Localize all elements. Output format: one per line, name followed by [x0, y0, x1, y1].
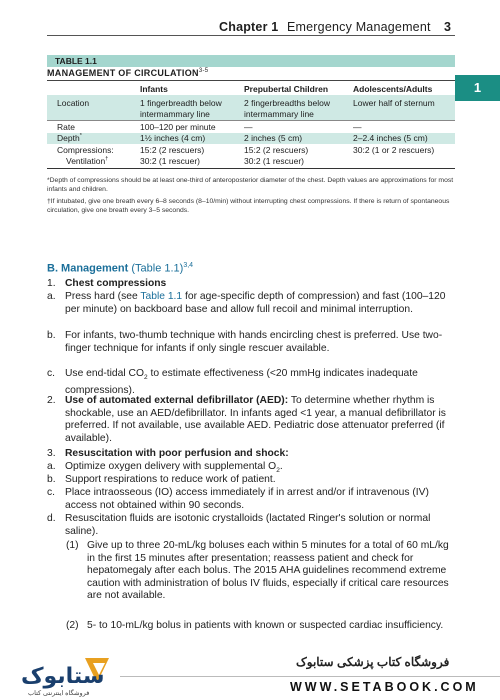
row-label: Depth* [57, 133, 82, 143]
table-cell: — [353, 122, 362, 132]
table-label: TABLE 1.1 [47, 55, 455, 67]
svg-text:ستابوک: ستابوک [21, 664, 105, 689]
table-cell: 15:2 (2 rescuers) [244, 145, 309, 155]
logo-subtitle: فروشگاه اینترنتی کتاب [28, 690, 90, 697]
shop-name: فروشگاه کتاب پزشکی ستابوک [296, 655, 450, 669]
section-heading: B. Management (Table 1.1)$^{3,4}$ [47, 262, 194, 275]
chapter-number: Chapter 1 [219, 20, 279, 34]
table-cell: 1 fingerbreadth below intermammary line [140, 98, 222, 119]
table-title: MANAGEMENT OF CIRCULATION$^{3-5}$ [47, 68, 209, 78]
table-cell: Lower half of sternum [353, 98, 435, 108]
table-cell: 30:2 (1 rescuer) [244, 156, 304, 166]
col-header-adults: Adolescents/Adults [353, 84, 433, 94]
table-cell: 30:2 (1 rescuer) [140, 156, 200, 166]
footnote-depth: *Depth of compressions should be at least one-third of anteroposterior diameter of the chest. Depth values are approximations for most infants and children. [47, 177, 454, 193]
table-bottom-rule [47, 168, 455, 169]
row-label: Compressions: [57, 145, 114, 155]
table-title-rule [47, 80, 455, 81]
website-url[interactable]: WWW.SETABOOK.COM [290, 680, 479, 694]
table-cell: 30:2 (1 or 2 rescuers) [353, 145, 435, 155]
table-link[interactable]: Table 1.1 [140, 291, 183, 302]
table-cell: 2–2.4 inches (5 cm) [353, 133, 428, 143]
row-label: Ventilation† [66, 156, 109, 166]
footnote-ventilation: †If intubated, give one breath every 6–8 seconds (8–10/min) without interrupting chest compressions. If there is return of spontaneous circulation, give one breath every 3–5 seconds. [47, 198, 450, 214]
table-link[interactable]: (Table 1.1) [131, 262, 184, 275]
table-cell: — [244, 122, 253, 132]
col-header-infants: Infants [140, 84, 168, 94]
table-cell: 1½ inches (4 cm) [140, 133, 206, 143]
header-rule [47, 35, 455, 36]
page-number: 3 [444, 20, 451, 34]
table-cell: 15:2 (2 rescuers) [140, 145, 205, 155]
table-cell: 2 fingerbreadths below intermammary line [244, 98, 331, 119]
chapter-title: Emergency Management [287, 20, 431, 34]
row-label: Rate [57, 122, 75, 132]
row-label: Location [57, 98, 90, 108]
col-header-children: Prepubertal Children [244, 84, 329, 94]
table-cell: 100–120 per minute [140, 122, 216, 132]
table-rule [47, 120, 455, 121]
table-cell: 2 inches (5 cm) [244, 133, 303, 143]
chapter-side-tab: 1 [455, 75, 500, 101]
footer-divider [120, 676, 500, 677]
